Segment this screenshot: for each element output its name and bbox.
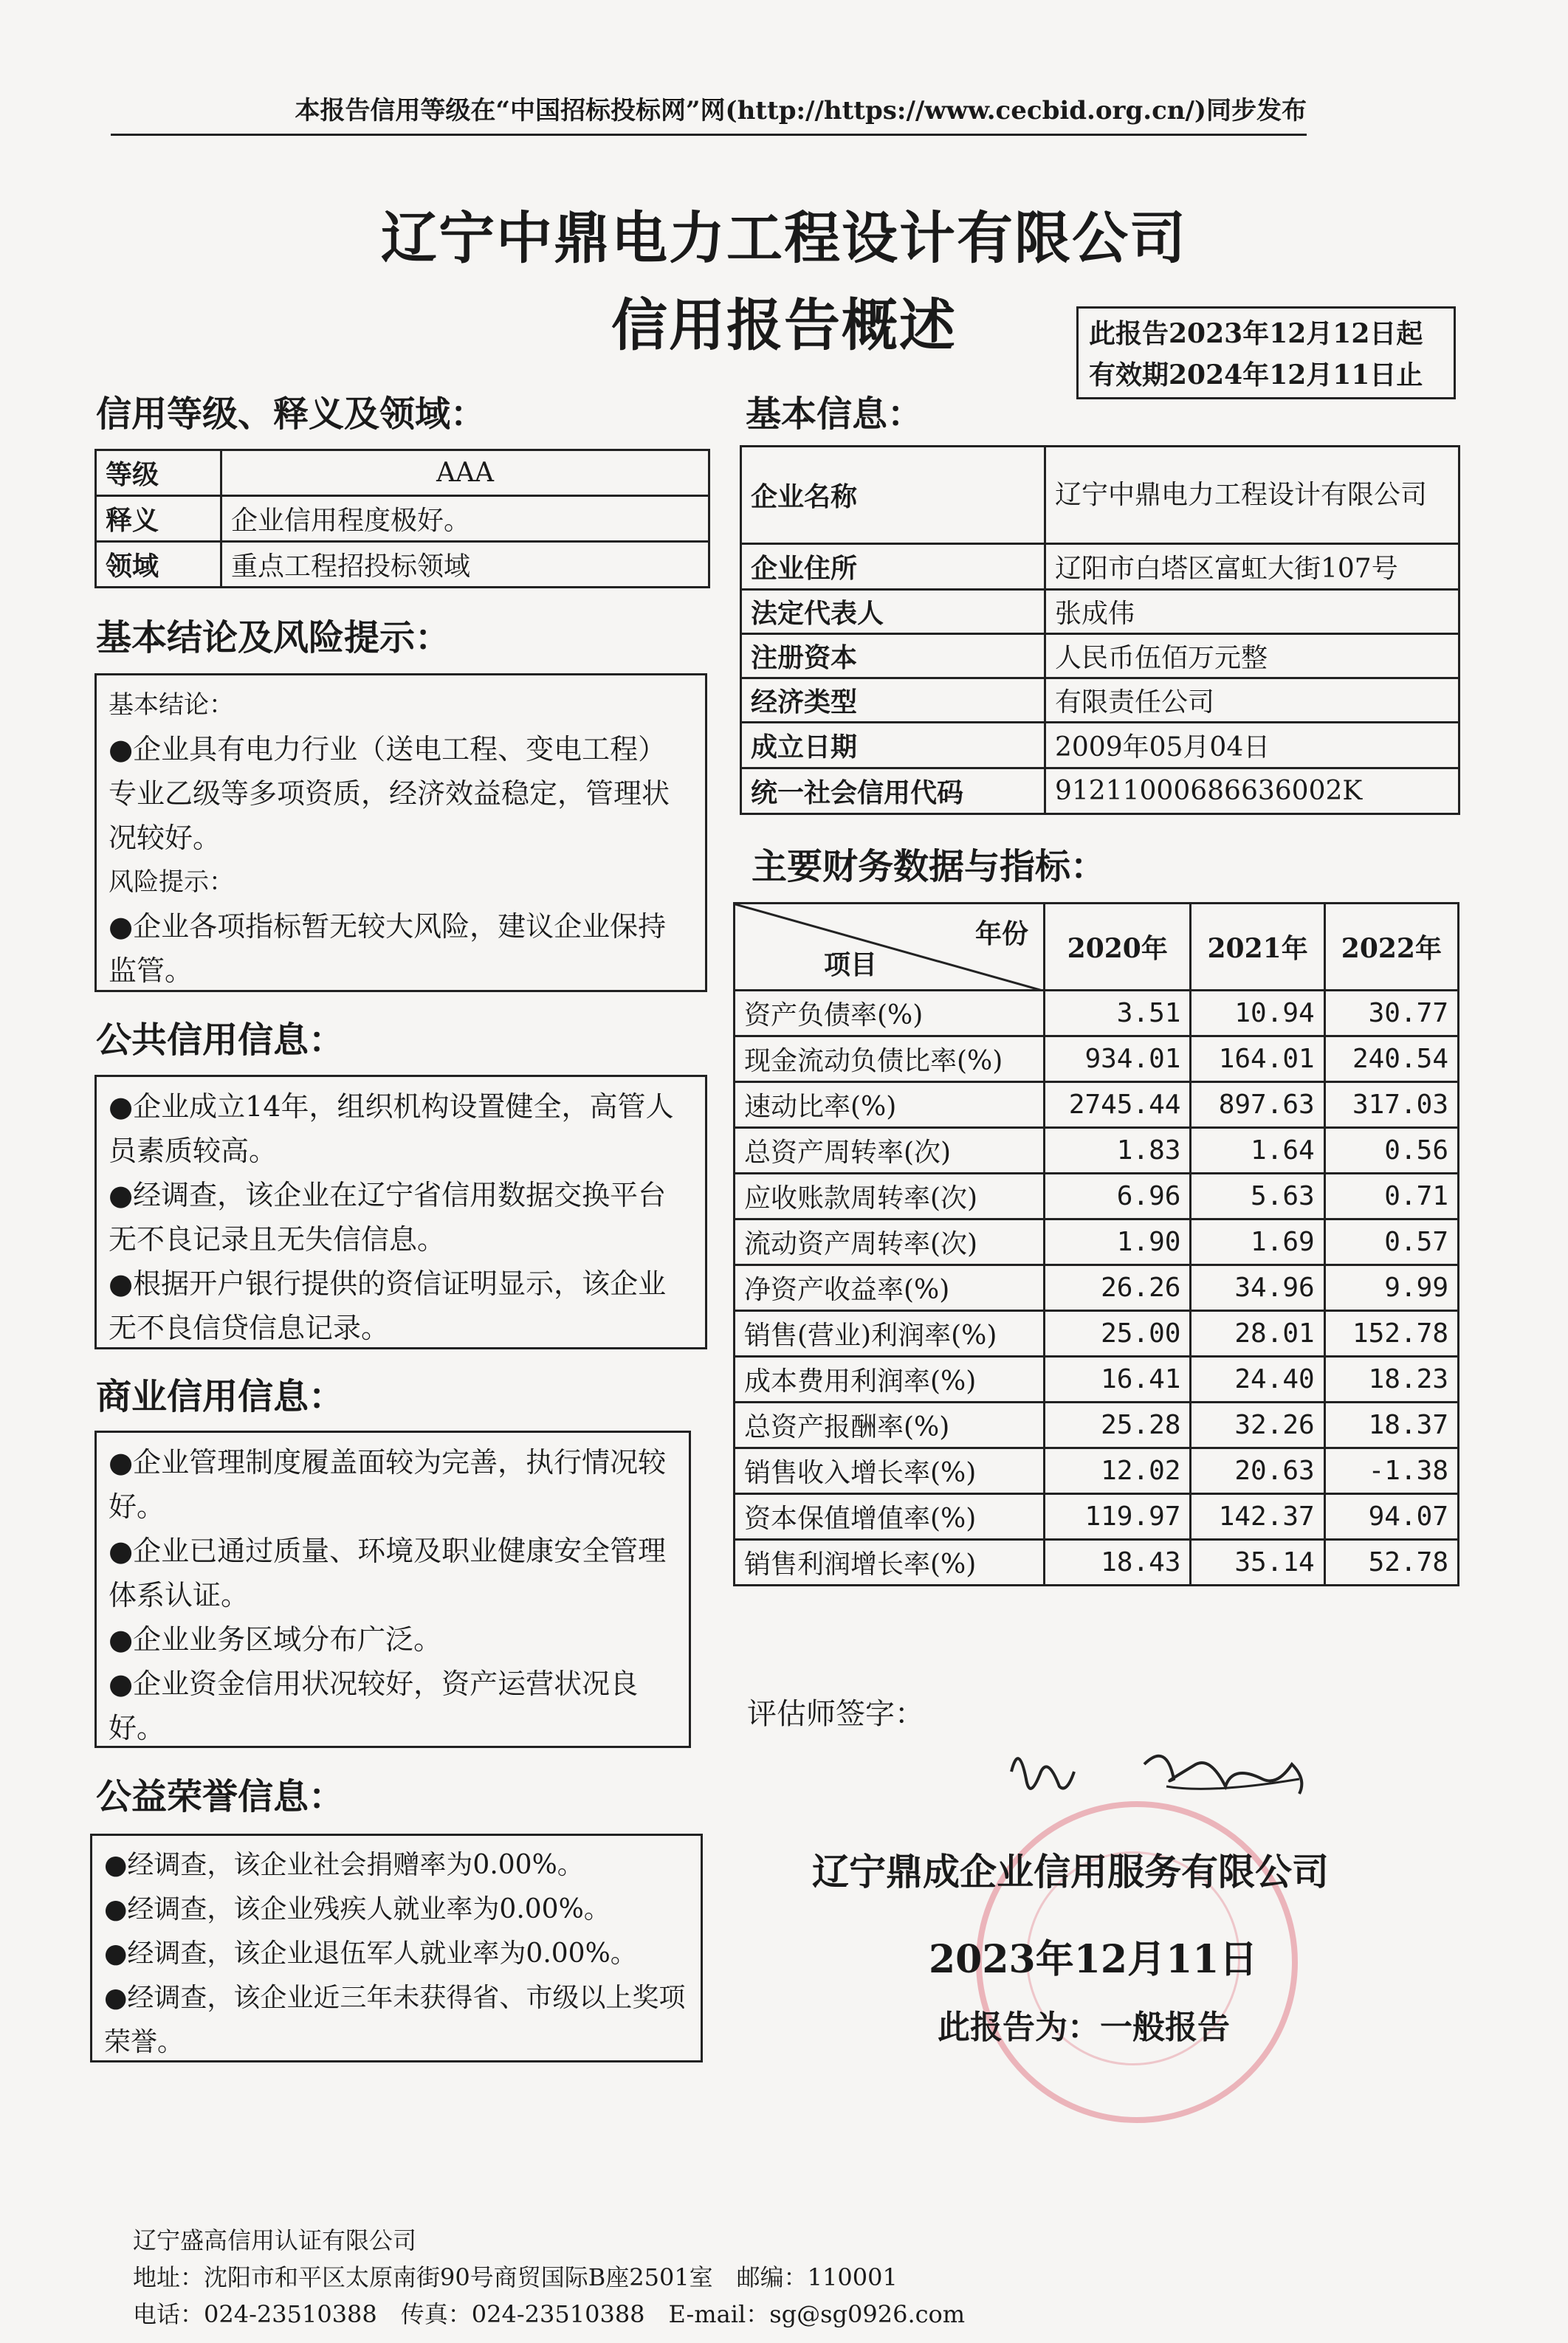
financial-value: 142.37 [1191,1494,1324,1540]
basic-info-value: 2009年05月04日 [1045,723,1459,768]
financial-value: 18.37 [1324,1403,1458,1448]
financial-value: 52.78 [1324,1540,1458,1586]
basic-info-value: 辽阳市白塔区富虹大街107号 [1045,544,1459,590]
financial-value: 6.96 [1045,1174,1191,1219]
evaluator-signature-label: 评估师签字： [747,1697,924,1731]
financial-value: 934.01 [1045,1036,1191,1082]
financial-header-row [735,904,1459,991]
conclusion-heading: 基本结论及风险提示： [96,617,451,658]
conclusion-line: ●企业各项指标暂无较大风险，建议企业保持监管。 [109,910,667,987]
financial-row [735,991,1459,1036]
conclusion-line: ●企业具有电力行业（送电工程、变电工程）专业乙级等多项资质，经济效益稳定，管理状况较好。 [109,733,670,854]
honor-box [90,1834,703,2062]
financial-heading: 主要财务数据与指标： [752,846,1107,887]
financial-item: 资产负债率(%) [735,991,1045,1036]
commercial-line: ●企业业务区域分布广泛。 [109,1623,442,1656]
report-date: 2023年12月11日 [929,1937,1258,1982]
rating-label: 领域 [96,542,221,588]
basic-info-table [740,445,1460,815]
financial-value: 119.97 [1045,1494,1191,1540]
financial-value: 20.63 [1191,1448,1324,1494]
basic-info-label: 法定代表人 [741,590,1045,634]
financial-row [735,1448,1459,1494]
public-heading: 公共信用信息： [96,1019,345,1061]
public-line: ●经调查，该企业在辽宁省信用数据交换平台无不良记录且无失信信息。 [109,1179,667,1256]
financial-table [733,902,1459,1586]
financial-value: 28.01 [1191,1311,1324,1357]
basic-info-value: 有限责任公司 [1045,678,1459,723]
commercial-line: ●企业管理制度履盖面较为完善，执行情况较好。 [109,1446,667,1523]
financial-item: 销售利润增长率(%) [735,1540,1045,1586]
financial-value: 0.56 [1324,1128,1458,1174]
financial-row [735,1265,1459,1311]
year-header: 2021年 [1191,904,1324,991]
agency-name: 辽宁鼎成企业信用服务有限公司 [812,1850,1329,1893]
basic-info-row [741,768,1459,814]
public-line: ●根据开户银行提供的资信证明显示，该企业无不良信贷信息记录。 [109,1267,667,1344]
footer-address: 地址：沈阳市和平区太原南街90号商贸国际B座2501室 邮编：110001 [133,2263,898,2291]
financial-row [735,1174,1459,1219]
financial-value: 30.77 [1324,991,1458,1036]
corner-item-label: 项目 [824,949,878,980]
financial-row [735,1036,1459,1082]
basic-info-label: 注册资本 [741,634,1045,678]
rating-value: 企业信用程度极好。 [221,496,709,542]
corner-year-label: 年份 [974,918,1028,949]
financial-value: 152.78 [1324,1311,1458,1357]
rating-row [96,450,709,496]
basic-info-row [741,723,1459,768]
financial-row [735,1311,1459,1357]
basic-info-row [741,678,1459,723]
basic-info-value: 91211000686636002K [1045,768,1459,814]
honor-heading: 公益荣誉信息： [96,1776,345,1817]
basic-info-heading: 基本信息： [746,393,924,435]
financial-value: 1.90 [1045,1219,1191,1265]
financial-value: 26.26 [1045,1265,1191,1311]
financial-value: 94.07 [1324,1494,1458,1540]
financial-item: 资本保值增值率(%) [735,1494,1045,1540]
year-header: 2020年 [1045,904,1191,991]
rating-table [94,449,710,588]
financial-value: 35.14 [1191,1540,1324,1586]
basic-info-row [741,447,1459,544]
financial-value: 25.28 [1045,1403,1191,1448]
financial-value: 34.96 [1191,1265,1324,1311]
financial-value: 1.64 [1191,1128,1324,1174]
financial-value: 5.63 [1191,1174,1324,1219]
financial-item: 现金流动负债比率(%) [735,1036,1045,1082]
financial-value: 24.40 [1191,1357,1324,1403]
financial-value: 240.54 [1324,1036,1458,1082]
financial-row [735,1357,1459,1403]
company-title: 辽宁中鼎电力工程设计有限公司 [381,205,1187,271]
basic-info-label: 企业住所 [741,544,1045,590]
financial-item: 应收账款周转率(次) [735,1174,1045,1219]
financial-row [735,1403,1459,1448]
rating-row [96,542,709,588]
financial-body [735,991,1459,1586]
financial-value: 317.03 [1324,1082,1458,1128]
commercial-box [94,1431,691,1748]
rating-row [96,496,709,542]
honor-line: ●经调查，该企业近三年未获得省、市级以上奖项荣誉。 [104,1983,686,2057]
financial-item: 总资产周转率(次) [735,1128,1045,1174]
rating-label: 释义 [96,496,221,542]
financial-value: 32.26 [1191,1403,1324,1448]
financial-item: 净资产收益率(%) [735,1265,1045,1311]
financial-value: 9.99 [1324,1265,1458,1311]
financial-value: 0.71 [1324,1174,1458,1219]
basic-info-value: 辽宁中鼎电力工程设计有限公司 [1045,447,1459,544]
financial-value: 25.00 [1045,1311,1191,1357]
financial-value: 897.63 [1191,1082,1324,1128]
basic-info-label: 企业名称 [741,447,1045,544]
conclusion-line: 风险提示： [109,867,234,897]
basic-info-label: 经济类型 [741,678,1045,723]
basic-info-row [741,634,1459,678]
footer-company: 辽宁盛高信用认证有限公司 [133,2226,417,2254]
financial-value: 0.57 [1324,1219,1458,1265]
commercial-heading: 商业信用信息： [96,1376,345,1417]
financial-value: 18.23 [1324,1357,1458,1403]
financial-row [735,1219,1459,1265]
honor-line: ●经调查，该企业社会捐赠率为0.00%。 [104,1850,584,1880]
commercial-line: ●企业资金信用状况较好，资产运营状况良好。 [109,1668,639,1744]
rating-value: 重点工程招投标领域 [221,542,709,588]
financial-value: 12.02 [1045,1448,1191,1494]
report-type: 此报告为：一般报告 [938,2009,1230,2046]
basic-info-value: 人民币伍佰万元整 [1045,634,1459,678]
financial-item: 流动资产周转率(次) [735,1219,1045,1265]
financial-value: 16.41 [1045,1357,1191,1403]
financial-item: 成本费用利润率(%) [735,1357,1045,1403]
financial-value: 10.94 [1191,991,1324,1036]
rating-heading: 信用等级、释义及领域： [96,393,486,435]
financial-corner-cell [735,904,1045,991]
basic-info-row [741,544,1459,590]
basic-info-label: 成立日期 [741,723,1045,768]
financial-item: 销售(营业)利润率(%) [735,1311,1045,1357]
conclusion-box [94,673,707,992]
financial-row [735,1082,1459,1128]
honor-line: ●经调查，该企业退伍军人就业率为0.00%。 [104,1938,637,1969]
financial-row [735,1494,1459,1540]
header-note: 本报告信用等级在“中国招标投标网”网(http://https://www.cecbid.org.cn/)同步发布 [111,90,1307,136]
financial-value: 1.69 [1191,1219,1324,1265]
report-title: 信用报告概述 [611,292,957,358]
rating-label: 等级 [96,450,221,496]
validity-end: 有效期2024年12月11日止 [1089,359,1423,390]
validity-box [1076,306,1456,399]
financial-item: 销售收入增长率(%) [735,1448,1045,1494]
financial-value: 18.43 [1045,1540,1191,1586]
validity-start: 此报告2023年12月12日起 [1089,318,1423,349]
financial-row [735,1128,1459,1174]
financial-value: 2745.44 [1045,1082,1191,1128]
financial-item: 总资产报酬率(%) [735,1403,1045,1448]
commercial-line: ●企业已通过质量、环境及职业健康安全管理体系认证。 [109,1535,667,1611]
basic-info-row [741,590,1459,634]
conclusion-line: 基本结论： [109,690,234,720]
financial-value: -1.38 [1324,1448,1458,1494]
public-box [94,1075,707,1349]
year-header: 2022年 [1324,904,1458,991]
financial-value: 164.01 [1191,1036,1324,1082]
financial-item: 速动比率(%) [735,1082,1045,1128]
rating-value: AAA [221,450,709,496]
honor-line: ●经调查，该企业残疾人就业率为0.00%。 [104,1894,611,1924]
financial-value: 3.51 [1045,991,1191,1036]
public-line: ●企业成立14年，组织机构设置健全，高管人员素质较高。 [109,1090,674,1167]
financial-value: 1.83 [1045,1128,1191,1174]
basic-info-label: 统一社会信用代码 [741,768,1045,814]
financial-row [735,1540,1459,1586]
basic-info-value: 张成伟 [1045,590,1459,634]
footer-contact: 电话：024-23510388 传真：024-23510388 E-mail：sg@sg0926.com [133,2300,966,2328]
